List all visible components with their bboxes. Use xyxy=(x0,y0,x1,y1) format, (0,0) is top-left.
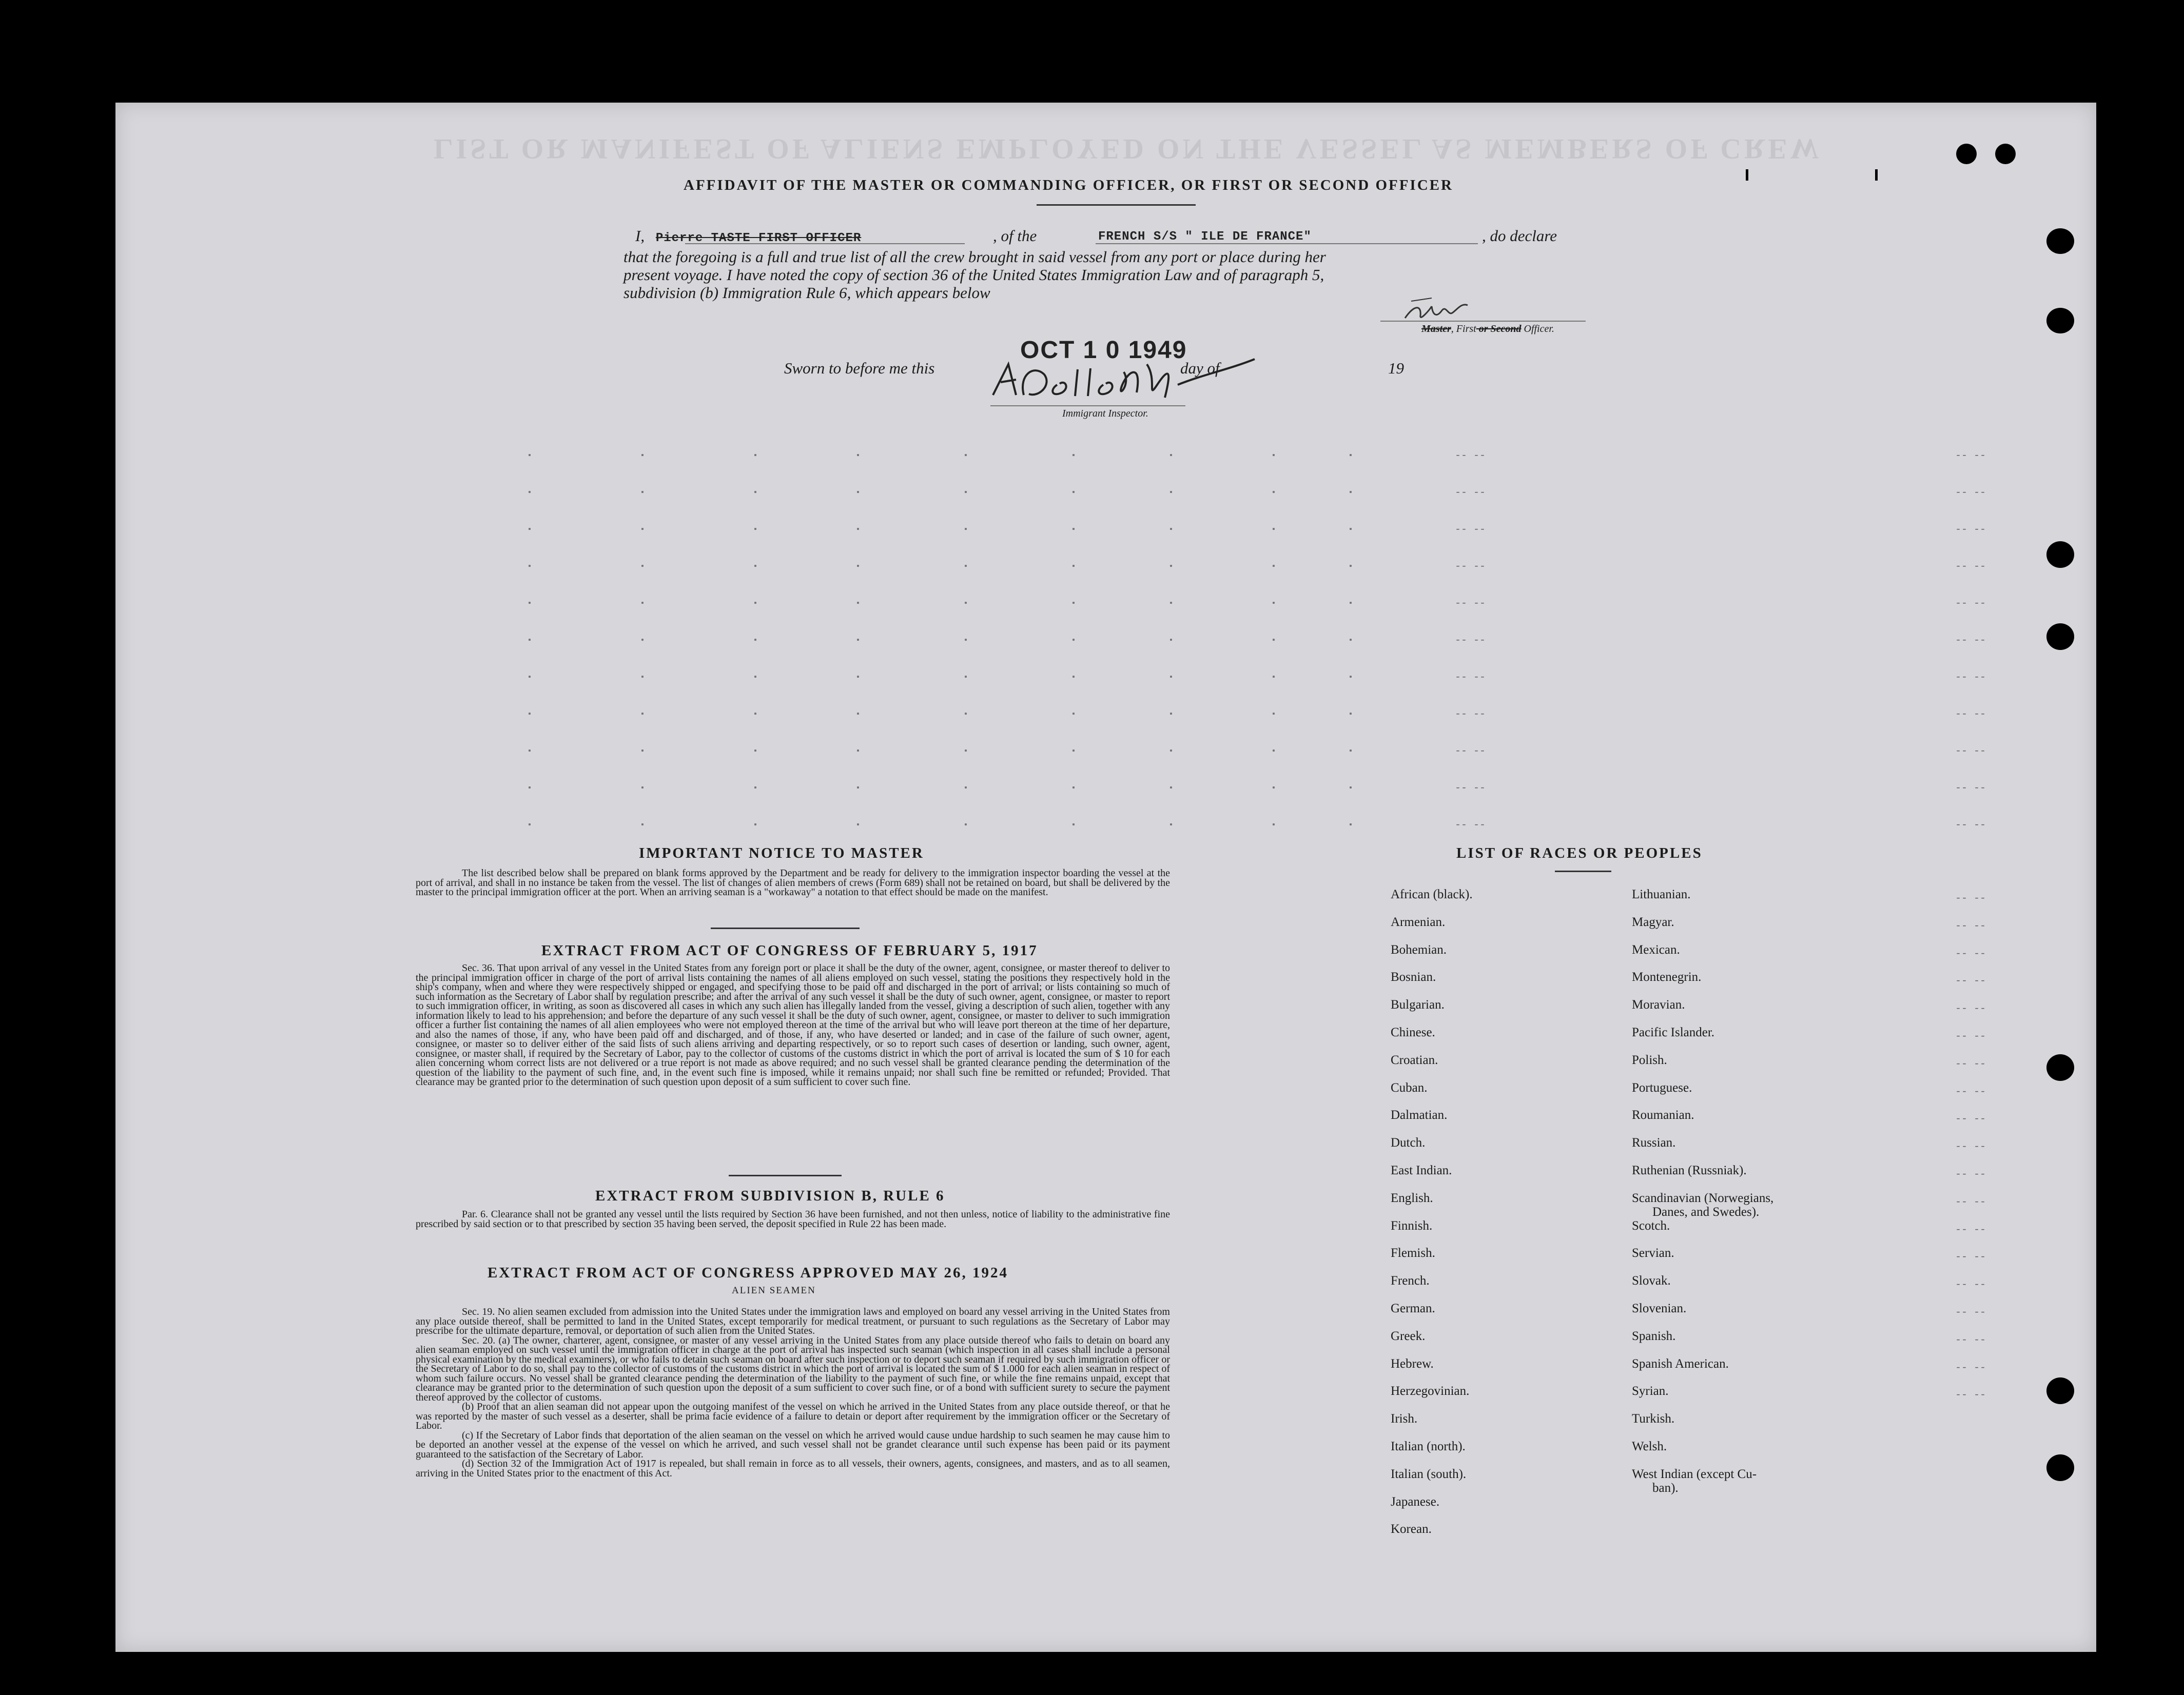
race-item: Herzegovinian. xyxy=(1391,1384,1470,1398)
of-the-label: , of the xyxy=(993,227,1037,245)
faint-dot xyxy=(965,823,967,825)
race-item: Bosnian. xyxy=(1391,970,1436,984)
faint-dash: -- -- xyxy=(1455,745,1486,757)
faint-dot xyxy=(1350,823,1352,825)
faint-dot xyxy=(754,823,756,825)
faint-dot xyxy=(1350,786,1352,789)
faint-dot xyxy=(754,750,756,752)
faint-dot xyxy=(529,454,531,456)
faint-dot xyxy=(965,602,967,604)
faint-dot xyxy=(641,823,644,825)
affidavit-line-1 xyxy=(635,227,861,245)
reverse-side-bleed-text: LIST OR MANIFEST OF ALIENS EMPLOYED ON THE VESSEL AS MEMBERS OF CREW xyxy=(434,133,1822,165)
faint-dot xyxy=(529,786,531,789)
affidavit-i: I, xyxy=(635,227,645,245)
faint-dot xyxy=(1170,639,1172,641)
race-item: Servian. xyxy=(1632,1246,1674,1260)
faint-dot xyxy=(1273,528,1275,530)
extract-1924-text xyxy=(416,1307,1170,1478)
race-item: East Indian. xyxy=(1391,1164,1452,1177)
faint-dot xyxy=(529,528,531,530)
race-item: Mexican. xyxy=(1632,942,1680,957)
faint-dot xyxy=(1072,750,1075,752)
alien-seamen-subtitle: ALIEN SEAMEN xyxy=(732,1285,816,1296)
faint-dash: -- -- xyxy=(1455,524,1486,536)
faint-dot xyxy=(1072,528,1075,530)
extract-1917-title: EXTRACT FROM ACT OF CONGRESS OF FEBRUARY 5, 1917 xyxy=(541,942,1038,959)
faint-dot xyxy=(1072,454,1075,456)
punch-hole xyxy=(2046,1054,2074,1081)
divider xyxy=(729,1175,842,1176)
faint-dot xyxy=(857,750,859,752)
vessel-name: FRENCH S/S " ILE DE FRANCE" xyxy=(1098,230,1312,244)
race-item: Polish. xyxy=(1632,1053,1667,1067)
faint-dot xyxy=(641,602,644,604)
race-item: Portuguese. xyxy=(1632,1080,1692,1095)
faint-dot xyxy=(857,528,859,530)
faint-dot xyxy=(1350,676,1352,678)
faint-dot xyxy=(754,565,756,567)
faint-dot xyxy=(1170,823,1172,825)
faint-dash: -- -- xyxy=(1955,1196,1986,1208)
faint-dot xyxy=(1072,639,1075,641)
faint-dash: -- -- xyxy=(1955,1003,1986,1015)
inspector-caption: Immigrant Inspector. xyxy=(1062,408,1148,419)
faint-dot xyxy=(965,639,967,641)
faint-dot xyxy=(754,602,756,604)
faint-dash: -- -- xyxy=(1455,708,1486,720)
race-item: Russian. xyxy=(1632,1136,1676,1150)
race-item: Irish. xyxy=(1391,1412,1418,1426)
race-item: Ruthenian (Russniak). xyxy=(1632,1164,1747,1177)
faint-dash: -- -- xyxy=(1955,708,1986,720)
faint-dot xyxy=(1170,786,1172,789)
subdivision-b-paragraph: Par. 6. Clearance shall not be granted any vessel until the lists required by Section 36 have been furnished, and not then unless, notice of liability to the administrative fine prescribed by said section or to that prescribed by section 35 having been served, the deposit specified in Rule 22 has been made. xyxy=(416,1209,1170,1230)
faint-dash: -- -- xyxy=(1955,1279,1986,1291)
faint-dash: -- -- xyxy=(1955,598,1986,609)
faint-dot xyxy=(1072,786,1075,789)
race-item: Bohemian. xyxy=(1391,942,1447,957)
punch-hole xyxy=(2046,228,2074,254)
caption-second: or Second xyxy=(1476,323,1522,334)
faint-dot xyxy=(1170,528,1172,530)
punch-hole xyxy=(2046,623,2074,650)
faint-dot xyxy=(641,528,644,530)
faint-dot xyxy=(1072,565,1075,567)
faint-dot xyxy=(1350,750,1352,752)
faint-dot xyxy=(965,750,967,752)
faint-dot xyxy=(754,491,756,493)
race-item: Cuban. xyxy=(1391,1080,1428,1095)
faint-dot xyxy=(754,786,756,789)
race-item: German. xyxy=(1391,1302,1435,1315)
faint-dot xyxy=(1273,639,1275,641)
caption-master: Master xyxy=(1421,323,1451,334)
race-item: Flemish. xyxy=(1391,1246,1435,1260)
day-of-label: day of xyxy=(1180,359,1220,377)
officer-name: Pierre TASTE FIRST OFFICER xyxy=(655,231,862,245)
faint-dot xyxy=(965,713,967,715)
affidavit-line-2: that the foregoing is a full and true list of all the crew brought in said vessel from any port or place during her xyxy=(623,248,1326,266)
faint-dot xyxy=(1170,602,1172,604)
faint-dot xyxy=(1170,491,1172,493)
do-declare-label: , do declare xyxy=(1482,227,1557,245)
year-label: 19 xyxy=(1388,359,1404,377)
faint-dot xyxy=(529,750,531,752)
race-item: Turkish. xyxy=(1632,1412,1675,1426)
faint-dot xyxy=(1350,602,1352,604)
faint-dot xyxy=(965,528,967,530)
punch-hole xyxy=(1995,144,2016,164)
faint-dot xyxy=(1273,454,1275,456)
faint-dot xyxy=(1350,454,1352,456)
faint-dot xyxy=(1072,823,1075,825)
race-item: Lithuanian. xyxy=(1632,888,1691,901)
faint-dash: -- -- xyxy=(1455,819,1486,831)
faint-dot xyxy=(1170,713,1172,715)
sec-20d-paragraph: (d) Section 32 of the Immigration Act of 1917 is repealed, but shall remain in force as to all vessels, their owners, agents, consignees, and masters, and as to all seamen, arriving in the United States prior to the enactment of this Act. xyxy=(416,1458,1170,1479)
faint-dot xyxy=(529,676,531,678)
race-item: Spanish American. xyxy=(1632,1356,1729,1371)
binder-mark xyxy=(1746,169,1748,181)
subdivision-b-text xyxy=(416,1210,1170,1229)
faint-dot xyxy=(641,491,644,493)
faint-dot xyxy=(1273,602,1275,604)
sworn-label: Sworn to before me this xyxy=(784,359,935,377)
race-item: Italian (south). xyxy=(1391,1467,1467,1481)
faint-dot xyxy=(1072,713,1075,715)
faint-dot xyxy=(1072,676,1075,678)
faint-dash: -- -- xyxy=(1455,561,1486,573)
faint-dot xyxy=(857,454,859,456)
faint-dot xyxy=(529,491,531,493)
caption-officer: Officer. xyxy=(1521,323,1554,334)
race-item: Japanese. xyxy=(1391,1494,1440,1509)
race-item: Dutch. xyxy=(1391,1136,1426,1150)
caption-first: , First xyxy=(1451,323,1476,334)
race-item: Syrian. xyxy=(1632,1384,1669,1398)
faint-dash: -- -- xyxy=(1455,635,1486,646)
faint-dot xyxy=(965,786,967,789)
inspector-line xyxy=(990,405,1185,406)
name-underline xyxy=(685,243,965,244)
faint-dot xyxy=(1350,528,1352,530)
race-item: Scotch. xyxy=(1632,1218,1670,1233)
faint-dot xyxy=(857,639,859,641)
race-item: Hebrew. xyxy=(1391,1356,1434,1371)
date-stamp: OCT 1 0 1949 xyxy=(1020,337,1187,364)
faint-dot xyxy=(1350,713,1352,715)
sec-20c-paragraph: (c) If the Secretary of Labor finds that deportation of the alien seaman on the vessel on which he arrived would cause undue hardship to such seamen he may cause him to be deported an another vessel at the expense of the vessel on which he arrived, and such vessel shall not be grandet clearance until such expense has been paid or its payment guaranteed to the satisfaction of the Secretary of Labor. xyxy=(416,1429,1170,1460)
race-item: Roumanian. xyxy=(1632,1108,1694,1122)
signature-caption xyxy=(1421,323,1554,335)
race-item: Welsh. xyxy=(1632,1440,1667,1453)
faint-dot xyxy=(754,454,756,456)
divider xyxy=(1555,871,1611,872)
faint-dash: -- -- xyxy=(1955,1113,1986,1126)
faint-dash: -- -- xyxy=(1955,561,1986,573)
faint-dot xyxy=(857,491,859,493)
race-item: Dalmatian. xyxy=(1391,1108,1448,1122)
inspector-signature xyxy=(988,354,1265,405)
faint-dash: -- -- xyxy=(1955,524,1986,536)
faint-dot xyxy=(529,713,531,715)
notice-text xyxy=(416,869,1170,897)
extract-1924-title: EXTRACT FROM ACT OF CONGRESS APPROVED MAY 26, 1924 xyxy=(488,1265,1008,1281)
faint-dash: -- -- xyxy=(1955,1058,1986,1070)
faint-dash: -- -- xyxy=(1955,819,1986,831)
race-item: West Indian (except Cu- xyxy=(1632,1467,1757,1481)
race-item: ban). xyxy=(1652,1481,1679,1495)
race-item: African (black). xyxy=(1391,888,1473,901)
faint-dash: -- -- xyxy=(1955,1141,1986,1153)
notice-title: IMPORTANT NOTICE TO MASTER xyxy=(639,845,924,861)
binder-mark xyxy=(1875,169,1878,181)
faint-dot xyxy=(1350,639,1352,641)
faint-dash: -- -- xyxy=(1955,487,1986,499)
faint-dot xyxy=(641,786,644,789)
faint-dot xyxy=(857,676,859,678)
faint-dot xyxy=(754,528,756,530)
faint-dot xyxy=(529,565,531,567)
faint-dash: -- -- xyxy=(1455,672,1486,683)
race-item: Moravian. xyxy=(1632,998,1685,1012)
faint-dot xyxy=(965,565,967,567)
faint-dot xyxy=(965,676,967,678)
race-item: Pacific Islander. xyxy=(1632,1026,1715,1039)
race-item: Magyar. xyxy=(1632,915,1674,929)
faint-dot xyxy=(1170,676,1172,678)
faint-dot xyxy=(1273,565,1275,567)
race-item: Croatian. xyxy=(1391,1053,1438,1067)
faint-dash: -- -- xyxy=(1455,782,1486,794)
faint-dash: -- -- xyxy=(1955,1224,1986,1236)
race-item: Danes, and Swedes). xyxy=(1652,1205,1760,1219)
faint-dot xyxy=(1170,454,1172,456)
faint-dot xyxy=(1072,602,1075,604)
faint-dash: -- -- xyxy=(1955,745,1986,757)
faint-dash: -- -- xyxy=(1955,1334,1986,1346)
sec-20b-paragraph: (b) Proof that an alien seaman did not appear upon the outgoing manifest of the vessel on which he arrived in the United States from any place outside thereof, or that he was reported by the master of such vessel as a deserter, shall be prima facie evidence of a failure to detain or deport after requirement by the immigration officer or the Secretary of Labor. xyxy=(416,1401,1170,1431)
faint-dot xyxy=(857,786,859,789)
faint-dot xyxy=(641,713,644,715)
race-item: Greek. xyxy=(1391,1329,1426,1343)
divider xyxy=(1037,204,1196,206)
race-item: Slovenian. xyxy=(1632,1302,1687,1315)
punch-hole xyxy=(1956,144,1977,164)
faint-dot xyxy=(857,602,859,604)
extract-1917-paragraph: Sec. 36. That upon arrival of any vessel in the United States from any foreign port or place it shall be the duty of the owner, agent, consignee, or master thereof to deliver to the principal immigration officer in charge of the port of arrival lists containing the names of all aliens employed on such vessel, stating the positions they respectively hold in the ship's company, when and where they were respectively shipped or engaged, and specifying those to be paid off and discharged in the port of arrival; or lists containing so much of such information as the Secretary of Labor shall by regulation prescribe; and after the arrival of any such vessel it shall be the duty of such owner, agent, consignee, or master to report to such immigration officer, in writing, as soon as discovered all cases in which any such alien has illegally landed from the vessel, giving a description of such alien, together with any information likely to lead to his apprehension; and before the departure of any such vessel it shall be the duty of such owner, agent, consignee, or master to deliver to such immigration officer a further list containing the names of all alien employees who were not employed thereon at the time of the arrival but who will leave port thereon at the time of her departure, and also the names of those, if any, who have been paid off and discharged, and of those, if any, who have deserted or landed; and in case of the failure of such owner, agent, consignee, or master so to deliver either of the said lists of such aliens arriving and departing respectively, or so to report such cases of desertion or landing, such owner, agent, consignee, or master shall, if required by the Secretary of Labor, pay to the collector of customs of the customs district in which the port of arrival is located the sum of $ 10 for each alien concerning whom correct lists are not delivered or a true report is not made as above required; and no such vessel shall be granted clearance pending the determination of the question of the liability to the payment of such fine, and, in the event such fine is imposed, while it remains unpaid; nor shall such fine be remitted or refunded; Provided. That clearance may be granted prior to the determination of such question upon deposit of a sum sufficient to cover such fine. xyxy=(416,962,1170,1088)
punch-hole xyxy=(2046,541,2074,568)
race-item: Finnish. xyxy=(1391,1218,1433,1233)
race-item: Italian (north). xyxy=(1391,1440,1466,1453)
faint-dash: -- -- xyxy=(1955,948,1986,960)
faint-dot xyxy=(1350,491,1352,493)
faint-dash: -- -- xyxy=(1955,1251,1986,1264)
faint-dot xyxy=(529,823,531,825)
faint-dot xyxy=(529,639,531,641)
faint-dash: -- -- xyxy=(1955,1362,1986,1374)
race-item: Spanish. xyxy=(1632,1329,1676,1343)
faint-dot xyxy=(754,676,756,678)
faint-dash: -- -- xyxy=(1955,975,1986,988)
affidavit-line-3: present voyage. I have noted the copy of section 36 of the United States Immigration Law and of paragraph 5, xyxy=(623,266,1324,284)
punch-hole xyxy=(2046,1377,2074,1404)
race-item: English. xyxy=(1391,1191,1433,1205)
race-item: Chinese. xyxy=(1391,1026,1435,1039)
faint-dot xyxy=(1273,823,1275,825)
faint-dot xyxy=(1273,491,1275,493)
faint-dot xyxy=(965,454,967,456)
sec-19-paragraph: Sec. 19. No alien seamen excluded from admission into the United States under the immigration laws and employed on board any vessel arriving in the United States from any place outside thereof, shall be permitted to land in the United States, except temporarily for medical treatment, or pursuant to such regulations as the Secretary of Labor may prescribe for the ultimate departure, removal, or deportation of such alien from the United States. xyxy=(416,1306,1170,1336)
race-item: Scandinavian (Norwegians, xyxy=(1632,1191,1774,1205)
faint-dot xyxy=(641,565,644,567)
faint-dot xyxy=(529,602,531,604)
faint-dash: -- -- xyxy=(1955,450,1986,462)
sec-20a-paragraph: Sec. 20. (a) The owner, charterer, agent, consignee, or master of any vessel arriving in the United States from any place outside thereof who fails to detain on board any alien seaman employed on such vessel until the immigration officer in charge at the port of arrival has inspected such seaman (which inspection in all cases shall include a personal physical examination by the medical examiners), or who fails to detain such seaman on board after such inspection or to deport such seaman if required by such immigration officer or the Secretary of Labor to do so, shall pay to the collector of customs of the customs district in which the port of arrival is located the sum of $ 1.000 for each alien seaman in respect of whom such failure occurs. No vessel shall be granted clearance pending the determination of the liability to the payment of such fine, or while the fine remains unpaid, except that clearance may be granted prior to the determination of such question upon the deposit of a sum sufficient to cover such fine, or of a bond with sufficient surety to secure the payment thereof approved by the collector of customs. xyxy=(416,1334,1170,1403)
faint-dash: -- -- xyxy=(1455,598,1486,609)
faint-dash: -- -- xyxy=(1955,893,1986,904)
notice-paragraph: The list described below shall be prepared on blank forms approved by the Department and be ready for delivery to the immigration inspector boarding the vessel at the port of arrival, and shall in no instance be taken from the vessel. The list of changes of alien members of crews (Form 689) shall not be retained on board, but shall be delivered by the master to the principal immigration officer at the port. When an arriving seaman is a "workaway" a notation to that effect should be made on the manifest. xyxy=(416,868,1170,898)
faint-dash: -- -- xyxy=(1455,450,1486,462)
faint-dash: -- -- xyxy=(1955,1307,1986,1318)
faint-dot xyxy=(754,713,756,715)
faint-dot xyxy=(641,639,644,641)
faint-dash: -- -- xyxy=(1955,1389,1986,1402)
race-item: French. xyxy=(1391,1274,1430,1288)
faint-dot xyxy=(641,454,644,456)
subdivision-b-title: EXTRACT FROM SUBDIVISION B, RULE 6 xyxy=(595,1188,945,1204)
vessel-underline xyxy=(1096,243,1478,244)
faint-dot xyxy=(1273,713,1275,715)
extract-1917-text xyxy=(416,963,1170,1087)
faint-dash: -- -- xyxy=(1955,920,1986,932)
faint-dot xyxy=(965,491,967,493)
faint-dot xyxy=(1072,491,1075,493)
race-item: Montenegrin. xyxy=(1632,970,1702,984)
faint-dash: -- -- xyxy=(1955,635,1986,646)
faint-dot xyxy=(1273,676,1275,678)
race-item: Armenian. xyxy=(1391,915,1446,929)
faint-dot xyxy=(1350,565,1352,567)
signature-line xyxy=(1380,321,1586,322)
races-title: LIST OF RACES OR PEOPLES xyxy=(1456,845,1703,861)
divider xyxy=(711,928,860,929)
faint-dash: -- -- xyxy=(1455,487,1486,499)
faint-dot xyxy=(1273,786,1275,789)
affidavit-title: AFFIDAVIT OF THE MASTER OR COMMANDING OFFICER, OR FIRST OR SECOND OFFICER xyxy=(684,177,1453,193)
affidavit-line-4: subdivision (b) Immigration Rule 6, which appears below xyxy=(623,284,990,302)
faint-dot xyxy=(754,639,756,641)
faint-dash: -- -- xyxy=(1955,1169,1986,1180)
punch-hole xyxy=(2046,1454,2074,1481)
faint-dot xyxy=(641,750,644,752)
faint-dot xyxy=(857,823,859,825)
race-item: Korean. xyxy=(1391,1522,1432,1536)
race-item: Bulgarian. xyxy=(1391,998,1445,1012)
faint-dash: -- -- xyxy=(1955,1031,1986,1042)
faint-dash: -- -- xyxy=(1955,1086,1986,1098)
faint-dash: -- -- xyxy=(1955,672,1986,683)
faint-dot xyxy=(857,713,859,715)
faint-dot xyxy=(1170,750,1172,752)
race-item: Slovak. xyxy=(1632,1274,1671,1288)
faint-dot xyxy=(857,565,859,567)
faint-dot xyxy=(1273,750,1275,752)
punch-hole xyxy=(2046,308,2074,333)
faint-dot xyxy=(641,676,644,678)
faint-dot xyxy=(1170,565,1172,567)
faint-dash: -- -- xyxy=(1955,782,1986,794)
